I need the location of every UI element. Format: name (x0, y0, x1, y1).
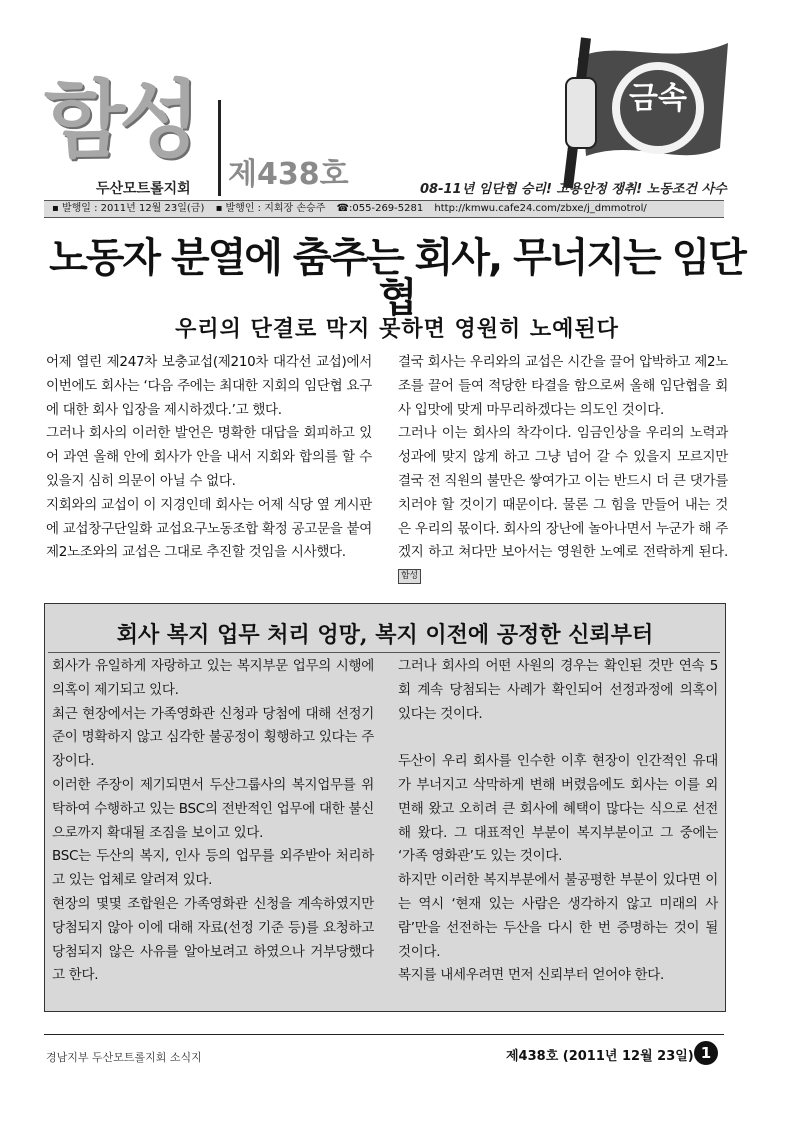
info-bar (44, 200, 724, 218)
footer-publication: 경남지부 두산모트롤지회 소식지 (46, 1051, 202, 1064)
article2-paragraph: 최근 현장에서는 가족영화관 신청과 당첨에 대해 선정기준이 명확하지 않고 심각한 불공정이 횡행하고 있다는 주장이다. (52, 705, 374, 770)
article2-paragraph: 회사가 유일하게 자랑하고 있는 복지부문 업무의 시행에 의혹이 제기되고 있다. (52, 658, 374, 698)
paragraph-gap (398, 726, 718, 750)
article2-paragraph: 두산이 우리 회사를 인수한 이후 현장이 인간적인 유대가 부너지고 삭막하게 변해 버렸음에도 회사는 이를 외면해 왔고 오히려 큰 회사에 혜택이 많다는 식으로 선전해 왔다. 그 대표적인 부분이 복지부분이고 그 중에는 ‘가족 영화관’도 있는 것이다. (398, 753, 718, 865)
issue-number: 제438호 (228, 157, 349, 192)
logo-text: 금속 (629, 81, 687, 116)
article2-title: 회사 복지 업무 처리 엉망, 복지 이전에 공정한 신뢰부터 (116, 622, 654, 648)
article2-paragraph: 복지를 내세우려면 먼저 신뢰부터 얻어야 한다. (398, 967, 665, 984)
footer-issue-date: 제438호 (2011년 12월 23일) (506, 1049, 694, 1064)
publish-date: ▪ 발행일 : 2011년 12월 23일(금) (52, 203, 205, 214)
phone-number: ☎:055-269-5281 (336, 203, 424, 214)
article1-paragraph: 어제 열린 제247차 보충교섭(제210차 대각선 교섭)에서 이번에도 회사는 ‘다음 주에는 최대한 지회의 임단협 요구에 대한 회사 입장을 제시하겠다.’고 했다. (46, 354, 372, 418)
article2-right-column (398, 655, 718, 988)
article1-paragraph: 그러나 회사의 이러한 발언은 명확한 대답을 회피하고 있어 과연 올해 안에 회사가 안을 내서 지회와 합의를 할 수 있을지 심히 의문이 아닐 수 없다. (46, 425, 372, 489)
article2-paragraph: 현장의 몇몇 조합원은 가족영화관 신청을 계속하였지만 당첨되지 않아 이에 대해 자료(선정 기준 등)를 요청하고 당첨되지 않은 사유를 알아보려고 하였으나 거부당했다고 한다. (52, 895, 374, 984)
article1-left-column (46, 351, 372, 565)
article1-paragraph-text: 그러나 이는 회사의 착각이다. 임금인상을 우리의 노력과 성과에 맞지 않게 하고 그냥 넘어 갈 수 있을지 모르지만 결국 전 직원의 불만은 쌓여가고 이는 반드시 더 큰 댓가를 치러야 할 것이기 때문이다. 물론 그 힘을 만들어 내는 것은 우리의 몫이다. 회사의 장난에 놀아나면서 누군가 해 주겠지 하고 쳐다만 보아서는 영원한 노예로 전락하게 된다. (398, 425, 728, 561)
article2-left-column (52, 655, 374, 988)
masthead-slogan: 08-11년 임단협 승리! 고용안정 쟁취! 노동조건 사수 (420, 182, 727, 197)
article2-paragraph: 그러나 회사의 어떤 사원의 경우는 확인된 것만 연속 5회 계속 당첨되는 사례가 확인되어 선정과정에 의혹이 있다는 것이다. (398, 658, 718, 722)
article1-paragraph: 지회와의 교섭이 이 지경인데 회사는 어제 식당 옆 게시판에 교섭창구단일화 교섭요구노동조합 확정 공고문을 붙여 제2노조와의 교섭은 그대로 추진할 것임을 시사했다. (46, 496, 372, 561)
footer-rule (44, 1034, 724, 1035)
article2-paragraph: 하지만 이러한 복지부분에서 불공평한 부분이 있다면 이는 역시 ‘현재 있는 사람은 생각하지 않고 미래의 사람’만을 선전하는 두산을 다시 한 번 증명하는 것이 될 것이다. (398, 872, 718, 960)
union-flag-logo (558, 28, 734, 188)
headline: 노동자 분열에 춤추는 회사, 무너지는 임단협 (49, 235, 745, 321)
article2-title-rule (48, 652, 720, 653)
article1-right-column (398, 351, 728, 589)
article2-paragraph: 이러한 주장이 제기되면서 두산그룹사의 복지업무를 위탁하여 수행하고 있는 BSC의 전반적인 업무에 대한 불신으로까지 확대될 조짐을 보이고 있다. (52, 776, 374, 841)
masthead-divider (218, 100, 221, 196)
article2-paragraph: BSC는 두산의 복지, 인사 등의 업무를 외주받아 처리하고 있는 업체로 알려져 있다. (52, 848, 374, 889)
end-mark: 함성 (398, 569, 421, 584)
subheadline: 우리의 단결로 막지 못하면 영원히 노예된다 (175, 316, 619, 342)
article1-paragraph (398, 422, 728, 589)
masthead-subtitle: 두산모트롤지회 (96, 181, 191, 197)
masthead-title: 함성 (44, 71, 195, 169)
page-number: 1 (694, 1041, 718, 1065)
fist-shape (566, 78, 596, 148)
article1-paragraph: 결국 회사는 우리와의 교섭은 시간을 끌어 압박하고 제2노조를 끌어 들여 적당한 타결을 함으로써 올해 임단협을 회사 입맛에 맞게 마무리하겠다는 의도인 것이다. (398, 354, 728, 418)
website-link[interactable]: http://kmwu.cafe24.com/zbxe/j_dmmotrol/ (434, 203, 647, 214)
publisher: ▪ 발행인 : 지회장 손승주 (215, 203, 326, 214)
